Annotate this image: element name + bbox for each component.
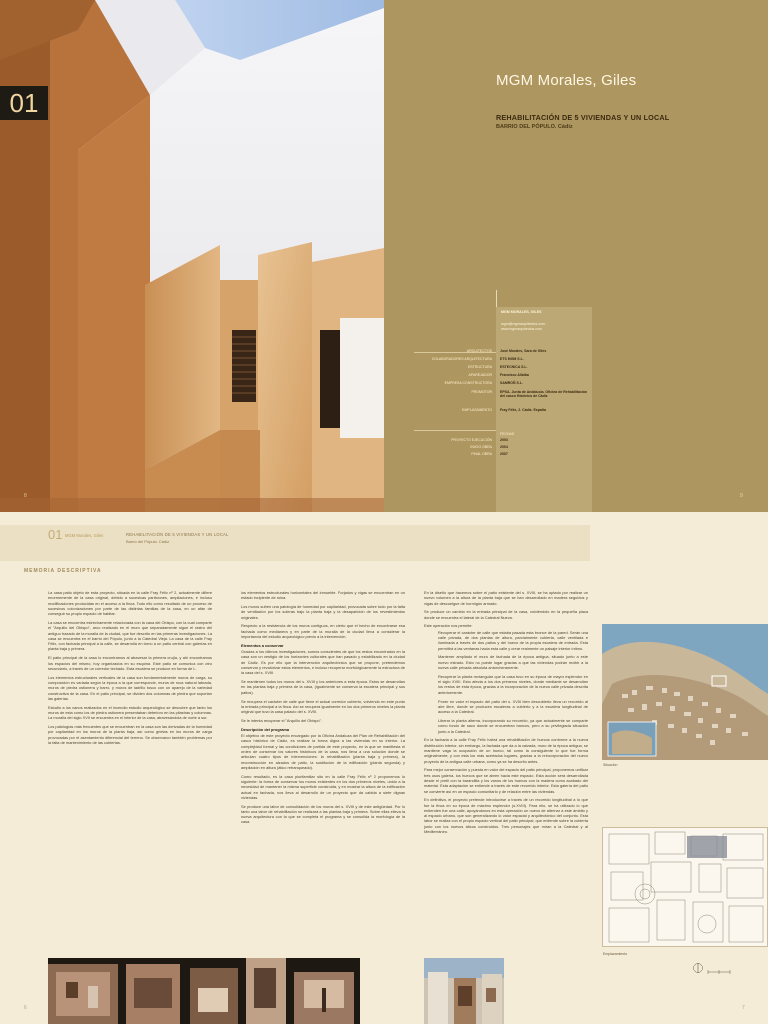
credit-label: EMPLAZAMIENTO <box>462 408 492 412</box>
credit-label: ARQUITECTOS <box>466 349 492 353</box>
paragraph: Respecto a la resistencia de los muros contiguos, en cierto que el hecho de encontrarse esa fachada como medianera y en parte de la muralla de la ciudad lleva a considerar la importancia del estudio arqueológico previo a la intervención. <box>241 623 405 640</box>
section-number: 01 <box>48 527 63 542</box>
subheading: Elementos a conservar <box>241 642 284 648</box>
aerial-situation-map <box>602 624 768 760</box>
running-header-bar <box>0 525 590 561</box>
running-header-architect: MGM Morales, Giles <box>65 533 104 538</box>
text-column-3 <box>424 590 588 838</box>
project-subtitle: BARRIO DEL PÓPULO. Cádiz <box>496 124 573 130</box>
folio-number: 7 <box>742 1005 745 1011</box>
paragraph: Se mantienen todos los muros del s. XVIII y los anteriores a esta época. Estos se desarrollan en las plantas baja y primera de la casa, (igualmente se conserva la escalera principal y sus patios). <box>241 679 405 695</box>
list-item: Liberar la planta alterna, incorporando su recorrido, ya que actualmente se comparte como fondo de saco donde se encuentran bancos, pero a su privilegiada situación junto a la Catedral. <box>438 717 588 734</box>
panel-header: MGM MORALES, GILES <box>501 310 542 314</box>
credit-value: Fray Félix, 2. Cádiz. España <box>500 408 546 412</box>
project-title: REHABILITACIÓN DE 5 VIVIENDAS Y UN LOCAL <box>496 113 670 122</box>
running-header-title: REHABILITACIÓN DE 5 VIVIENDAS Y UN LOCAL <box>126 532 229 537</box>
subheading: Descripción del programa <box>241 726 289 732</box>
paragraph: En definitiva, el proyecto pretende introducirse a través de un recorrido longitudinal a lo que fue la finca en su época de máximo esplendor (s.XVIII). Para ello, se ha utilizado lo que entienden fue una calle, apoyándonos en esta operación un nuevo de alternar a este ámbito y al espacio urbano, que son generalizando lo valor espacial y arquitectónico del conjunto. Esta labor se realiza con el propio espacio vertical del patio principal, que entiende sobre la cubierta junto con los nuevos áticos construidos. Tres personajes que miran a la Catedral y al Mediterráneo. <box>424 797 588 835</box>
credit-value: José Morales, Sara de Giles <box>500 349 547 353</box>
paragraph: El objetivo de este proyecto encargado por la Oficina Andaluza del Plan de Rehabilitación del casco histórico de Cádiz, es realizar la forma digna a las viviendas en su interior. La complejidad formal y las condiciones de partida de este proyecto, en la que se manifiesta el orden de conservar los valores históricos de la casa, nos lleva a una solución donde se articulan cuatro tipos de intervenciones: la rehabilitación (planta baja y primera), la reconstrucción en alzados de patio, la sustitución de la edificación (planta segunda) y ampliación en altura (ático retranqueado). <box>241 733 405 770</box>
date-label: INICIO OBRA <box>470 445 492 449</box>
site-plan-map <box>602 827 768 947</box>
interior-photo-plywood-shutters <box>0 0 384 512</box>
site-plan-illustration <box>603 828 768 947</box>
text-column-1 <box>48 590 212 749</box>
list-item: Recuperar la planta rectangular que la casa tuvo en su época de mayor esplendor en el siglo XVIII. Esto afecta a los dos primeros niveles, donde mediante se desarrollan los restos de esta época, gracias a la incorporación de la nueva calle privada descrita anteriormente. <box>438 673 588 695</box>
credit-label: EMPRESA CONSTRUCTORA <box>444 381 492 385</box>
list-item: Recuperar el carácter de calle que estaba pasada esta bronce de la pared. Serán una calle privada, de dos plantas de altura, parcialmente cubierta, calle ventilada e iluminada a través de dos patios y del hueco de la propia escalera de entrada. Esta permitirá a las ventanas hacia esta calle y crear realmente un paisaje interior íntimo. <box>438 629 588 651</box>
paragraph: los elementos estructurales horizontales del inmueble. Forjados y vigas se encuentran en un estado incipiente de ruina. <box>241 590 405 601</box>
panel-address: mgm@mgmarquitectos.com · www.mgmarquitectos.com <box>501 322 547 331</box>
paragraph: Estudio a los vanos realizados en el incendio estudio arqueológico se descubre que tanto los muros de esta como los de piedra ostionera presentaban deterioro en las pilastras y columnas. La muralla del siglo XVII se encuentra en el interior de la casa, atravesándola de norte a sur. <box>48 704 212 721</box>
credit-value: SAMROÑ S.L. <box>500 381 523 385</box>
credit-label: PROMOTOR <box>471 390 492 394</box>
architect-name: MGM Morales, Giles <box>496 72 637 89</box>
date-label: PROYECTO EJECUCIÓN <box>451 438 492 442</box>
credit-label: COLABORADORES ARQUITECTURA <box>431 357 492 361</box>
interior-photo-illustration <box>0 0 384 512</box>
date-value: 2003 <box>500 438 508 442</box>
paragraph: Se produce un cambio en la entrada principal de la casa, volviéndolo en la pequeña plaza donde se encuentra el lateral de la Catedral Nueva. <box>424 609 588 620</box>
paragraph: Se recupera el carácter de calle que tiene el actual corredor cubierto, volviendo en este punto la entrada principal a la finca. Así se recupera igualmente en los dos primeros niveles la planta original que tuvo la casa palacio del s. XVIII. <box>241 698 405 715</box>
north-arrow-scale-icon <box>692 960 732 982</box>
rooftops-photo-strip <box>48 958 360 1024</box>
paragraph: En la fachada a la calle Fray Félix habrá una rehabilitación de huecos conforme a la nueva distribución interior, sin embargo, la fachada que da a la calzada, muro de la época antigua, se mantiene vaga la ocupación de un hueco, tal como la consiguiente lo que fue forma originalmente; y con esta los más acertados lugares, gracias a la reincorporación del nuevo proyecto de la antigua calle urbana, como ya se ha descrito antes. <box>424 737 588 764</box>
folio-number: 9 <box>740 493 743 499</box>
credit-label: APAREJADOR <box>468 373 492 377</box>
courtyard-photo <box>424 958 504 1024</box>
text-column-2 <box>241 590 405 828</box>
paragraph: Como resultado, es la casa plurifamiliar sito en la calle Fray Félix nº 2 proponemos lo siguiente: la forma de conservar los muros existentes en los dos primeros niveles, unido a la necesidad de mantener la misma superficie construida, y en mostrar la altura de la edificación actual en fachada, nos lleva al desarrollo de un proyecto que da cabida a siete dignas viviendas. <box>241 773 405 800</box>
page-number-tab: 01 <box>0 86 48 120</box>
aerial-map-illustration <box>602 624 768 760</box>
credit-label: ESTRUCTURA <box>468 365 492 369</box>
dates-divider <box>414 430 496 431</box>
date-value: 2004 <box>500 445 508 449</box>
paragraph: El patio principal de la casa lo encontramos al atravesar la primera crujía, y ahí encontramos los espacios del mismo, hoy organizados en su esquina. Este patio se comunica con otro secundario, a través de un corredor techado. Esta escalera se produce en forma de L. <box>48 655 212 671</box>
credit-value: ESTECNICA S.L. <box>500 365 528 369</box>
paragraph: Los muros sufren una patología de humedad por capilaridad, provocada sobre todo por la falta de ventilación por los soleras bajo la planta baja y la desaparición de los revestimientos originales. <box>241 604 405 620</box>
paragraph: En la diseño que hacemos sobre el patio existente del s. XVIII, se ha optado por realizar un nuevo volumen a la altura de la planta baja que se han desarrollado en madera seguidos y vigas de descuelgue de hormigón armado. <box>424 590 588 606</box>
paragraph: La casa se encuentra estrechamente relacionada con la casa del Obispo, con la cual comparte el "Arquillo del Obispo", arco realizado en el muro que separadamente sigue el rastro del antiguo trazado de la muralla de la ciudad, que fue descrito en las primeras investigaciones. La casa se encuentra en el barrio del Pópulo, junto a la Catedral Vieja. La casa de la calle Fray Félix, con fachada principal a la calle, se desarrolla en torno a un patio central con galerías en planta baja y primera. <box>48 619 212 652</box>
map-caption: Emplazamiento <box>603 952 628 956</box>
courtyard-photo-illustration <box>424 958 504 1024</box>
credit-value: Francisco Allalba <box>500 373 529 377</box>
paragraph: Gracias a los últimos investigaciones, somos conscientes de que los restos encontrados en la casa son un vestigio de los horizontes culturales que han pasado y estabilizado en la ciudad de Cádiz. Es por ello que la intervención arquitectónica que se propone, pretendemos conservar y revalorizar estos elementos, e incluso recuperar morfológicamente la estructura de la casa del s. XVIII. <box>241 649 405 676</box>
paragraph: Para mejor conservación y puesta en valor del espacio del patio principal, proponemos unificar tres usos galería, los huecos que se abren hacia este espacio. Esta acción será desarrollada desde el pretil con la barandilla y los vanos de los huecos con la madera como acabado del material. Esta adaptación se entiende a través de este recorrido interior. Esta galería del patio se convierte así en un espacio comunitario y de relación entre las viviendas. <box>424 767 588 794</box>
section-title: MEMORIA DESCRIPTIVA <box>24 568 102 574</box>
bottom-spread <box>0 512 768 1024</box>
folio-number: 6 <box>24 1005 27 1011</box>
credit-value: EPSA. Junta de Andalucía. Oficina de Rehabilitación del casco Histórico de Cádiz <box>500 390 588 398</box>
map-caption: Situación <box>603 763 618 767</box>
running-header-subtitle: Barrio del Pópulo. Cádiz <box>126 539 170 544</box>
date-value: 2007 <box>500 452 508 456</box>
credit-value: ETS MGM S.L. <box>500 357 524 361</box>
paragraph: La casa patio objeto de esta proyecto, situada en la calle Fray Félix nº 2, actualmente difiere enormemente de la casa original, debido a sucesivas particiones, ampliaciones, e incluso modificaciones producidas en el acceso a la finca. Todo ello como resultado de un proceso de sucesivos colonizaciones por parte de las distintas familias de la casa, en un afán de conseguir su propio espacio de habitar. <box>48 590 212 617</box>
paragraph: Los patologías más frecuentes que se encuentran en la casa son las derivadas de la humedad por capilaridad en los muros de la planta baja, así como grietas en los muros de carga provocadas por el asentamiento diferencial del terreno. Se observaron también problemas por la falta de mantenimiento de las cubiertas. <box>48 724 212 745</box>
paragraph: Se produce una labor de consolidación de los muros del s. XVIII y de este antigüedad. Por lo tanto una labor de rehabilitación se realizará a las plantas baja y primera. Sobre ellas elleva la nueva arquitectura con la que se completa el programa y se consolida la morfología de la casa. <box>241 803 405 825</box>
gold-credits-page <box>384 0 768 512</box>
folio-number: 8 <box>24 493 27 499</box>
date-label: FINAL OBRA <box>471 452 492 456</box>
list-item: Mantener ampliado el muro de fachada de la época antigua, situado junto a este nuevo estrado. Esto no puede lugar gracias a que las viviendas podrán recibir a la nueva calle privada absoluta antorcheramente. <box>438 654 588 671</box>
dates-header: FECHAS <box>500 432 515 436</box>
paragraph: Los elementos estructurales verticales de la casa son fundamentalmente muros de carga, su composición es variada según la época a la que corresponde, muros de roca natural labrada, muros de piedra ostionera y barro, y muros de ladrillo tosco con un aparejo de la variedad constructiva de la casa. En el patio principal, se dividen dos columnas de piedra que soportan las galerías. <box>48 674 212 701</box>
rooftops-photo-illustration <box>48 958 360 1024</box>
paragraph: Este operación nos permite: <box>424 623 473 629</box>
paragraph: Se le intenta recuperar el "Arquillo del Obispo". <box>241 717 323 723</box>
list-item: Poner en valor el espacio del patio del s. XVIII bien descubierto lleva un recorrido al aire libre, donde se producen escaleras a cubierto y a la escalera longitudinal de acceso a la Catedral. <box>438 698 588 715</box>
